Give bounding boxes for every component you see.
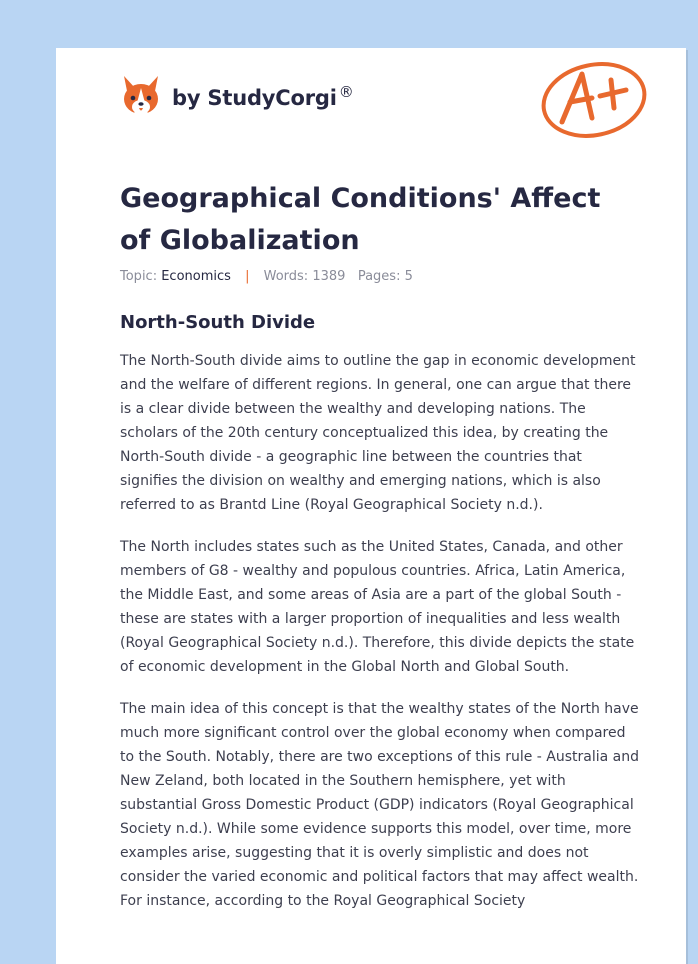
section-heading: North-South Divide [120, 312, 316, 333]
pages-label: Pages: [357, 269, 401, 284]
topic-label: Topic: [120, 269, 158, 284]
topic-link[interactable]: Economics [161, 269, 231, 284]
document-title: Geographical Conditions' Affect of Globalization [120, 183, 601, 256]
paragraph: The North includes states such as the United States, Canada, and other members of G8 - wealthy and populous countries. Africa, Latin America, the Middle East, and some areas of Asia are a part of the global South - these are states with a larger proportion of inequalities and less wealth (Royal Geographical Society n.d.). Therefore, this divide depicts the state of economic development in the Global North and Global South. [120, 539, 635, 675]
studycorgi-logo[interactable] [120, 74, 354, 118]
trademark-symbol: ® [338, 82, 354, 101]
words-label: Words: [263, 269, 309, 284]
document-meta [120, 269, 413, 284]
pages-count: 5 [404, 269, 413, 284]
paragraph: The North-South divide aims to outline the gap in economic development and the welfare of different regions. In general, one can argue that there is a clear divide between the wealthy and developing nations. The scholars of the 20th century conceptualized this idea, by creating the North-South divide - a geographic line between the countries that signifies the division on wealthy and emerging nations, which is also referred to as Brantd Line (Royal Geographical Society n.d.). [120, 353, 636, 513]
paragraph: The main idea of this concept is that the wealthy states of the North have much more significant control over the global economy when compared to the South. Notably, there are two exceptions of this rule - Australia and New Zeland, both located in the Southern hemisphere, yet with substantial Gross Domestic Product (GDP) indicators (Royal Geographical Society n.d.). While some evidence supports this model, over time, more examples arise, suggesting that it is overly simplistic and does not consider the varied economic and political factors that may affect wealth. For instance, according to the Royal Geographical Society [120, 701, 640, 909]
document-page [56, 48, 686, 964]
meta-separator: | [245, 269, 250, 284]
header [120, 74, 650, 138]
a-plus-icon [540, 60, 650, 142]
document-body [120, 349, 640, 931]
brand-name: by StudyCorgi ® [172, 82, 354, 110]
words-count: 1389 [312, 269, 346, 284]
corgi-icon [120, 74, 162, 118]
grade-badge-a-plus [540, 60, 650, 146]
